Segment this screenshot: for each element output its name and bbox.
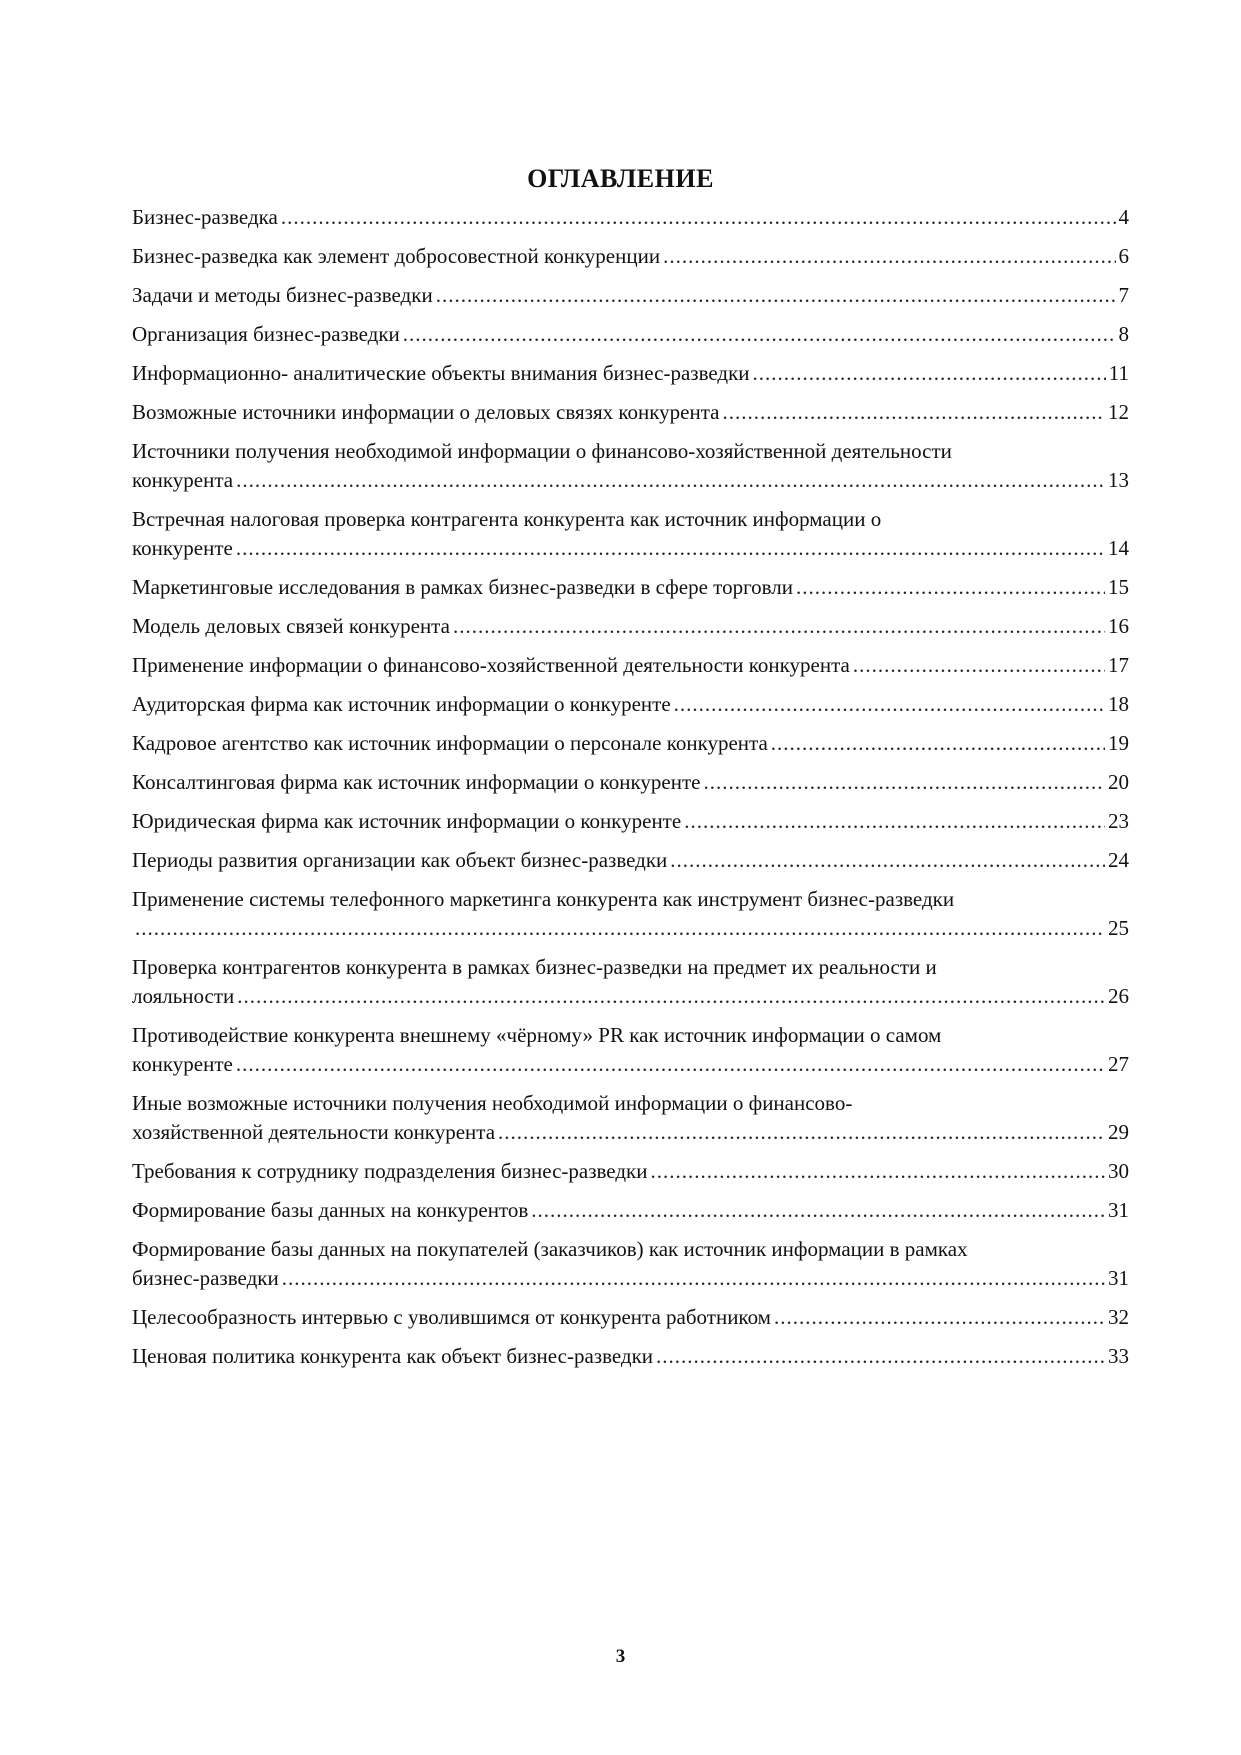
toc-entry-page-number: 20 bbox=[1108, 770, 1129, 794]
toc-dot-leader bbox=[771, 729, 1105, 758]
toc-dot-leader bbox=[663, 242, 1115, 271]
toc-entry-row bbox=[132, 1196, 1129, 1225]
toc-entry[interactable] bbox=[132, 359, 1129, 388]
toc-entry-page-number: 15 bbox=[1108, 575, 1129, 599]
toc-entry-page-number: 16 bbox=[1108, 614, 1129, 638]
toc-entry-page-number: 24 bbox=[1108, 848, 1129, 872]
toc-entry-row bbox=[132, 281, 1129, 310]
toc-entry-title: конкурента bbox=[132, 468, 234, 492]
toc-entry-row bbox=[132, 203, 1129, 232]
toc-entry[interactable] bbox=[132, 1342, 1129, 1371]
toc-entry[interactable] bbox=[132, 612, 1129, 641]
toc-dot-leader bbox=[236, 534, 1105, 563]
toc-entry-page-number: 30 bbox=[1108, 1159, 1129, 1183]
toc-entry-row bbox=[132, 359, 1129, 388]
toc-entry-page-number: 4 bbox=[1118, 205, 1129, 229]
toc-entry-row bbox=[132, 846, 1129, 875]
toc-entry[interactable] bbox=[132, 1196, 1129, 1225]
toc-entry-row bbox=[132, 1050, 1129, 1079]
toc-entry-row bbox=[132, 398, 1129, 427]
toc-entry-page-number: 25 bbox=[1108, 916, 1129, 940]
toc-entry[interactable] bbox=[132, 846, 1129, 875]
toc-entry-title-line1: Формирование базы данных на покупателей (заказчиков) как источник информации в рамках bbox=[132, 1237, 968, 1261]
toc-entry-page-number: 7 bbox=[1118, 283, 1129, 307]
toc-entry[interactable] bbox=[132, 437, 1129, 495]
toc-entry-title-line1: Противодействие конкурента внешнему «чёрному» PR как источник информации о самом bbox=[132, 1023, 942, 1047]
toc-entry-title: Информационно- аналитические объекты внимания бизнес-разведки bbox=[132, 361, 750, 385]
toc-entry-row bbox=[132, 573, 1129, 602]
toc-dot-leader bbox=[753, 359, 1106, 388]
toc-entry-row bbox=[132, 320, 1129, 349]
toc-entry-title: Маркетинговые исследования в рамках бизнес-разведки в сфере торговли bbox=[132, 575, 794, 599]
toc-entry[interactable] bbox=[132, 505, 1129, 563]
toc-entry-title: бизнес-разведки bbox=[132, 1266, 279, 1290]
toc-entry-page-number: 31 bbox=[1108, 1198, 1129, 1222]
toc-dot-leader bbox=[498, 1118, 1105, 1147]
toc-entry-page-number: 23 bbox=[1108, 809, 1129, 833]
toc-dot-leader bbox=[703, 768, 1105, 797]
toc-entry[interactable] bbox=[132, 1157, 1129, 1186]
toc-entry-row bbox=[132, 690, 1129, 719]
toc-entry-title: Организация бизнес-разведки bbox=[132, 322, 400, 346]
toc-entry-row bbox=[132, 1342, 1129, 1371]
table-of-contents bbox=[132, 203, 1129, 1381]
toc-dot-leader bbox=[236, 466, 1105, 495]
toc-dot-leader bbox=[796, 573, 1105, 602]
toc-entry-title-line1: Иные возможные источники получения необходимой информации о финансово- bbox=[132, 1091, 853, 1115]
toc-entry-title: Возможные источники информации о деловых связях конкурента bbox=[132, 400, 720, 424]
toc-entry-title: Формирование базы данных на конкурентов bbox=[132, 1198, 529, 1222]
toc-entry-title-line1: Применение системы телефонного маркетинга конкурента как инструмент бизнес-разведки bbox=[132, 887, 955, 911]
toc-entry-title: Бизнес-разведка bbox=[132, 205, 278, 229]
toc-entry[interactable] bbox=[132, 573, 1129, 602]
toc-entry[interactable] bbox=[132, 690, 1129, 719]
toc-entry-page-number: 18 bbox=[1108, 692, 1129, 716]
toc-dot-leader bbox=[531, 1196, 1105, 1225]
toc-dot-leader bbox=[282, 1264, 1105, 1293]
toc-entry-title: Целесообразность интервью с уволившимся от конкурента работником bbox=[132, 1305, 771, 1329]
toc-dot-leader bbox=[853, 651, 1105, 680]
toc-entry[interactable] bbox=[132, 1235, 1129, 1293]
toc-entry-row bbox=[132, 466, 1129, 495]
toc-dot-leader bbox=[403, 320, 1116, 349]
toc-dot-leader bbox=[774, 1303, 1105, 1332]
toc-entry-page-number: 13 bbox=[1108, 468, 1129, 492]
toc-entry[interactable] bbox=[132, 729, 1129, 758]
toc-dot-leader bbox=[670, 846, 1105, 875]
toc-dot-leader bbox=[722, 398, 1105, 427]
toc-entry-title-line1: Проверка контрагентов конкурента в рамках бизнес-разведки на предмет их реальности и bbox=[132, 955, 937, 979]
toc-entry-title: Требования к сотруднику подразделения бизнес-разведки bbox=[132, 1159, 648, 1183]
toc-entry-title: Кадровое агентство как источник информации о персонале конкурента bbox=[132, 731, 768, 755]
toc-entry-row bbox=[132, 612, 1129, 641]
toc-entry-title: Периоды развития организации как объект бизнес-разведки bbox=[132, 848, 668, 872]
toc-entry-title-line1: Источники получения необходимой информации о финансово-хозяйственной деятельности bbox=[132, 439, 952, 463]
toc-entry-page-number: 19 bbox=[1108, 731, 1129, 755]
toc-entry-title: Юридическая фирма как источник информации о конкуренте bbox=[132, 809, 682, 833]
toc-entry-title-line1: Встречная налоговая проверка контрагента конкурента как источник информации о bbox=[132, 507, 882, 531]
toc-dot-leader bbox=[237, 982, 1105, 1011]
toc-entry[interactable] bbox=[132, 885, 1129, 943]
toc-entry-row bbox=[132, 729, 1129, 758]
toc-entry-row bbox=[132, 768, 1129, 797]
toc-dot-leader bbox=[674, 690, 1105, 719]
toc-dot-leader bbox=[436, 281, 1116, 310]
toc-entry-title: Аудиторская фирма как источник информации о конкуренте bbox=[132, 692, 671, 716]
toc-entry[interactable] bbox=[132, 953, 1129, 1011]
toc-entry-row bbox=[132, 1303, 1129, 1332]
toc-entry-row bbox=[132, 534, 1129, 563]
toc-entry-title: Модель деловых связей конкурента bbox=[132, 614, 450, 638]
toc-entry-page-number: 33 bbox=[1108, 1344, 1129, 1368]
toc-entry-page-number: 12 bbox=[1108, 400, 1129, 424]
toc-entry-title: конкуренте bbox=[132, 1052, 233, 1076]
toc-entry[interactable] bbox=[132, 203, 1129, 232]
toc-dot-leader bbox=[281, 203, 1116, 232]
toc-entry[interactable] bbox=[132, 1089, 1129, 1147]
toc-entry-row bbox=[132, 651, 1129, 680]
toc-entry-title: Ценовая политика конкурента как объект бизнес-разведки bbox=[132, 1344, 654, 1368]
toc-entry-title: конкуренте bbox=[132, 536, 233, 560]
toc-entry[interactable] bbox=[132, 1021, 1129, 1079]
toc-entry-row bbox=[132, 982, 1129, 1011]
toc-entry-page-number: 6 bbox=[1118, 244, 1129, 268]
toc-entry-row bbox=[132, 1157, 1129, 1186]
toc-entry[interactable] bbox=[132, 320, 1129, 349]
toc-entry[interactable] bbox=[132, 1303, 1129, 1332]
toc-title: ОГЛАВЛЕНИЕ bbox=[527, 164, 714, 193]
toc-dot-leader bbox=[236, 1050, 1105, 1079]
toc-entry-row bbox=[132, 914, 1129, 943]
toc-entry-page-number: 32 bbox=[1108, 1305, 1129, 1329]
toc-entry-title: Применение информации о финансово-хозяйственной деятельности конкурента bbox=[132, 653, 850, 677]
toc-dot-leader bbox=[453, 612, 1105, 641]
toc-entry-page-number: 11 bbox=[1108, 361, 1129, 385]
toc-entry[interactable] bbox=[132, 281, 1129, 310]
toc-entry[interactable] bbox=[132, 651, 1129, 680]
toc-entry-title: Задачи и методы бизнес-разведки bbox=[132, 283, 433, 307]
toc-entry-page-number: 26 bbox=[1108, 984, 1129, 1008]
toc-entry[interactable] bbox=[132, 242, 1129, 271]
toc-dot-leader bbox=[656, 1342, 1105, 1371]
toc-entry-page-number: 17 bbox=[1108, 653, 1129, 677]
toc-entry-title: хозяйственной деятельности конкурента bbox=[132, 1120, 496, 1144]
toc-entry-row bbox=[132, 807, 1129, 836]
toc-entry-page-number: 27 bbox=[1108, 1052, 1129, 1076]
toc-entry-title: Бизнес-разведка как элемент добросовестной конкуренции bbox=[132, 244, 661, 268]
toc-entry-row bbox=[132, 1264, 1129, 1293]
toc-entry-title: Консалтинговая фирма как источник информации о конкуренте bbox=[132, 770, 701, 794]
toc-entry-row bbox=[132, 1118, 1129, 1147]
toc-entry-page-number: 14 bbox=[1108, 536, 1129, 560]
toc-entry-page-number: 29 bbox=[1108, 1120, 1129, 1144]
toc-entry-page-number: 31 bbox=[1108, 1266, 1129, 1290]
toc-entry-title: лояльности bbox=[132, 984, 235, 1008]
toc-entry-page-number: 8 bbox=[1118, 322, 1129, 346]
toc-entry[interactable] bbox=[132, 807, 1129, 836]
toc-entry-row bbox=[132, 242, 1129, 271]
toc-dot-leader bbox=[650, 1157, 1105, 1186]
page-number: 3 bbox=[615, 1646, 626, 1667]
toc-entry[interactable] bbox=[132, 768, 1129, 797]
toc-entry[interactable] bbox=[132, 398, 1129, 427]
toc-dot-leader bbox=[684, 807, 1105, 836]
toc-dot-leader bbox=[135, 914, 1105, 943]
